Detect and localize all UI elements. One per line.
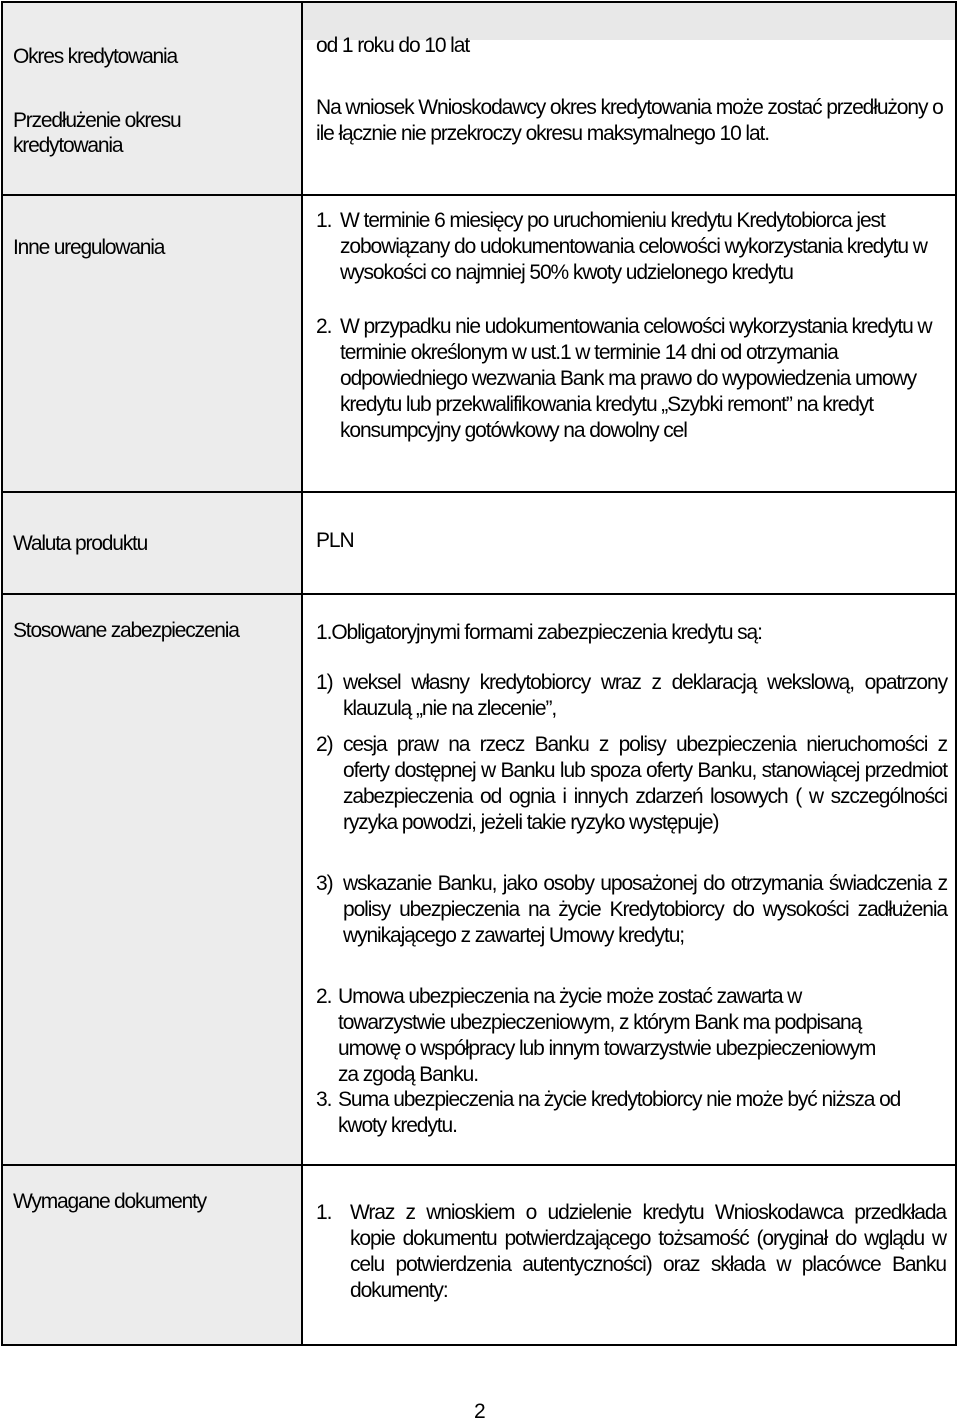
row-divider-3 xyxy=(1,593,957,595)
zabezpieczenia-intro: 1.Obligatoryjnymi formami zabezpieczenia kredytu są: xyxy=(316,621,762,644)
label-inne-uregulowania: Inne uregulowania xyxy=(13,236,165,259)
page-number: 2 xyxy=(474,1400,486,1423)
label-column xyxy=(2,2,302,1344)
value-waluta-produktu: PLN xyxy=(316,529,354,552)
table-border-right xyxy=(955,1,957,1346)
table-border-bottom xyxy=(1,1344,957,1346)
row-divider-2 xyxy=(1,491,957,493)
zabezpieczenia-point-3-text: Suma ubezpieczenia na życie kredytobiorcy nie może być niższa od kwoty kredytu. xyxy=(338,1088,901,1137)
zabezpieczenia-point-3-number: 3. xyxy=(316,1088,332,1111)
column-divider xyxy=(301,1,303,1346)
value-przedluzenie: Na wniosek Wnioskodawcy okres kredytowania może zostać przedłużony o ile łącznie nie przekroczy okresu maksymalnego 10 lat. xyxy=(316,96,943,145)
inne-item-2-number: 2. xyxy=(316,315,332,338)
inne-item-2-text: W przypadku nie udokumentowania celowości wykorzystania kredytu w terminie określonym w ust.1 w terminie 14 dni od otrzymania odpowiedniego wezwania Bank ma prawo do wypowiedzenia umowy kredytu lub przekwalifikowania kredytu „Szybki remont” na kredyt konsumpcyjny gotówkowy na dowolny cel xyxy=(340,315,932,442)
zabezpieczenia-point-2-text: Umowa ubezpieczenia na życie może zostać zawarta w towarzystwie ubezpieczeniowym, z którym Bank ma podpisaną umowę o współpracy lub innym towarzystwie ubezpieczeniowym za zgodą Banku. xyxy=(338,985,876,1086)
label-wymagane-dokumenty: Wymagane dokumenty xyxy=(13,1190,206,1213)
dokumenty-item-1-text: Wraz z wnioskiem o udzielenie kredytu Wnioskodawca przedkłada kopie dokumentu potwierdzającego tożsamość (oryginał do wglądu w celu potwierdzenia autentyczności) oraz składa w placówce Banku dokumenty: xyxy=(350,1201,946,1302)
zabezpieczenia-point-2-number: 2. xyxy=(316,985,332,1008)
label-waluta-produktu: Waluta produktu xyxy=(13,532,148,555)
inne-item-1-number: 1. xyxy=(316,209,332,232)
row-divider-1 xyxy=(1,194,957,196)
zabezpieczenia-sub-2-number: 2) xyxy=(316,733,333,756)
label-stosowane-zabezpieczenia: Stosowane zabezpieczenia xyxy=(13,619,239,642)
zabezpieczenia-sub-1-text: weksel własny kredytobiorcy wraz z deklaracją wekslową, opatrzony klauzulą „nie na zlecenie”, xyxy=(343,671,947,720)
value-okres-kredytowania: od 1 roku do 10 lat xyxy=(316,34,470,57)
dokumenty-item-1-number: 1. xyxy=(316,1201,332,1224)
row-divider-4 xyxy=(1,1164,957,1166)
table-border-top xyxy=(1,1,957,3)
table-border-left xyxy=(1,1,3,1346)
label-okres-kredytowania: Okres kredytowania xyxy=(13,45,177,68)
zabezpieczenia-sub-1-number: 1) xyxy=(316,671,333,694)
zabezpieczenia-sub-2-text: cesja praw na rzecz Banku z polisy ubezpieczenia nieruchomości z oferty dostępnej w Banku lub spoza oferty Banku, stanowiącej przedmiot zabezpieczenia od ognia i innych zdarzeń losowych ( w szczególności ryzyka powodzi, jeżeli takie ryzyko występuje) xyxy=(343,733,947,834)
label-przedluzenie: Przedłużenie okresu kredytowania xyxy=(13,109,181,157)
inne-item-1-text: W terminie 6 miesięcy po uruchomieniu kredytu Kredytobiorca jest zobowiązany do udokumentowania celowości wykorzystania kredytu w wysokości co najmniej 50% kwoty udzielonego kredytu xyxy=(340,209,927,284)
zabezpieczenia-sub-3-text: wskazanie Banku, jako osoby uposażonej do otrzymania świadczenia z polisy ubezpieczenia na życie Kredytobiorcy do wysokości zadłużenia wynikającego z zawartej Umowy kredytu; xyxy=(343,872,947,947)
zabezpieczenia-sub-3-number: 3) xyxy=(316,872,333,895)
